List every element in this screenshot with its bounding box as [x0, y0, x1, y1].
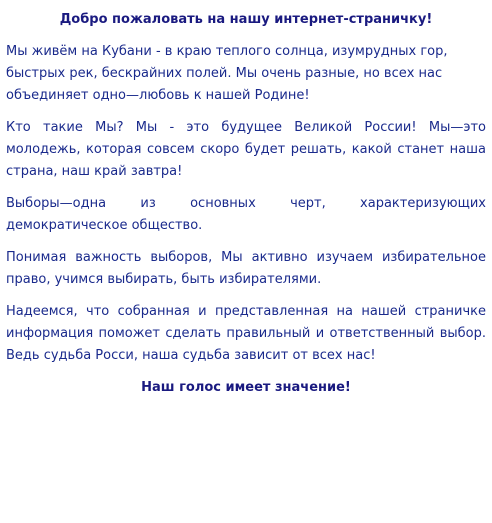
page-title: Добро пожаловать на нашу интернет-страничку! [59, 12, 433, 27]
paragraph-importance: Понимая важность выборов, Мы активно изучаем избирательное право, учимся выбирать, быть избирателями. [6, 250, 486, 287]
paragraph-hope: Надеемся, что собранная и представленная на нашей страничке информация поможет сделать правильный и ответственный выбор. Ведь судьба Росси, наша судьба зависит от всех нас! [6, 304, 486, 363]
paragraph-elections: Выборы—одна из основных черт, характеризующих демократическое общество. [6, 196, 486, 233]
paragraph-kuban: Мы живём на Кубани - в краю теплого солнца, изумрудных гор, быстрых рек, бескрайних полей. Мы очень разные, но всех нас объединяет одно—любовь к нашей Родине! [6, 44, 448, 103]
paragraph-who-we-are: Кто такие Мы? Мы - это будущее Великой России! Мы—это молодежь, которая совсем скоро будет решать, какой станет наша страна, наш край завтра! [6, 120, 486, 179]
closing-slogan: Наш голос имеет значение! [141, 380, 351, 395]
